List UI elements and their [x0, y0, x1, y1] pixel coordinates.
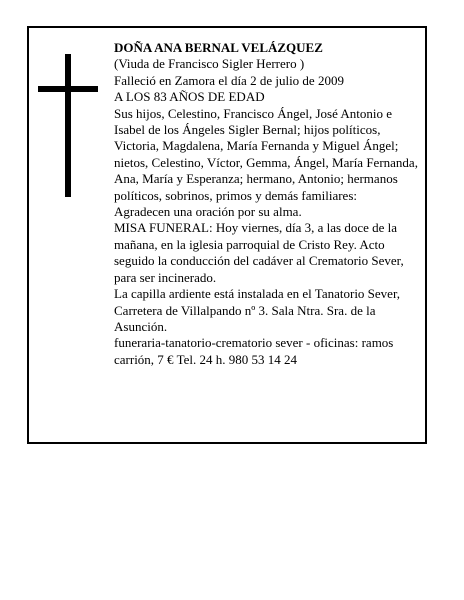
age-line: A LOS 83 AÑOS DE EDAD [114, 89, 265, 105]
chapel-paragraph: La capilla ardiente está instalada en el Tanatorio Sever, Carretera de Villalpando nº 3. Sala Ntra. Sra. de la Asunción. [114, 286, 401, 334]
prayer-line: Agradecen una oración por su alma. [114, 204, 302, 220]
obituary-text [114, 40, 420, 368]
death-date-line: Falleció en Zamora el día 2 de julio de 2009 [114, 72, 344, 88]
funeral-home-paragraph: funeraria-tanatorio-crematorio sever - oficinas: ramos carrión, 7 € Tel. 24 h. 980 53 14 24 [114, 335, 394, 367]
family-paragraph: Sus hijos, Celestino, Francisco Ángel, José Antonio e Isabel de los Ángeles Sigler Bernal; hijos políticos, Victoria, Magdalena, María Fernanda y Miguel Ángel; nietos, Celestino, Víctor, Gemma, Ángel, María Fernanda, Ana, María y Esperanza; hermano, Antonio; hermanos políticos, sobrinos, primos y demás familiares: [114, 105, 418, 203]
cross-vertical-bar [65, 54, 71, 197]
deceased-name: DOÑA ANA BERNAL VELÁZQUEZ [114, 40, 323, 55]
widow-of-line: (Viuda de Francisco Sigler Herrero ) [114, 56, 305, 72]
cross-horizontal-bar [38, 86, 98, 92]
latin-cross-icon [38, 54, 98, 197]
funeral-mass-paragraph: MISA FUNERAL: Hoy viernes, día 3, a las doce de la mañana, en la iglesia parroquial de Cristo Rey. Acto seguido la conducción del cadáver al Crematorio Sever, para ser incinerado. [114, 220, 404, 285]
